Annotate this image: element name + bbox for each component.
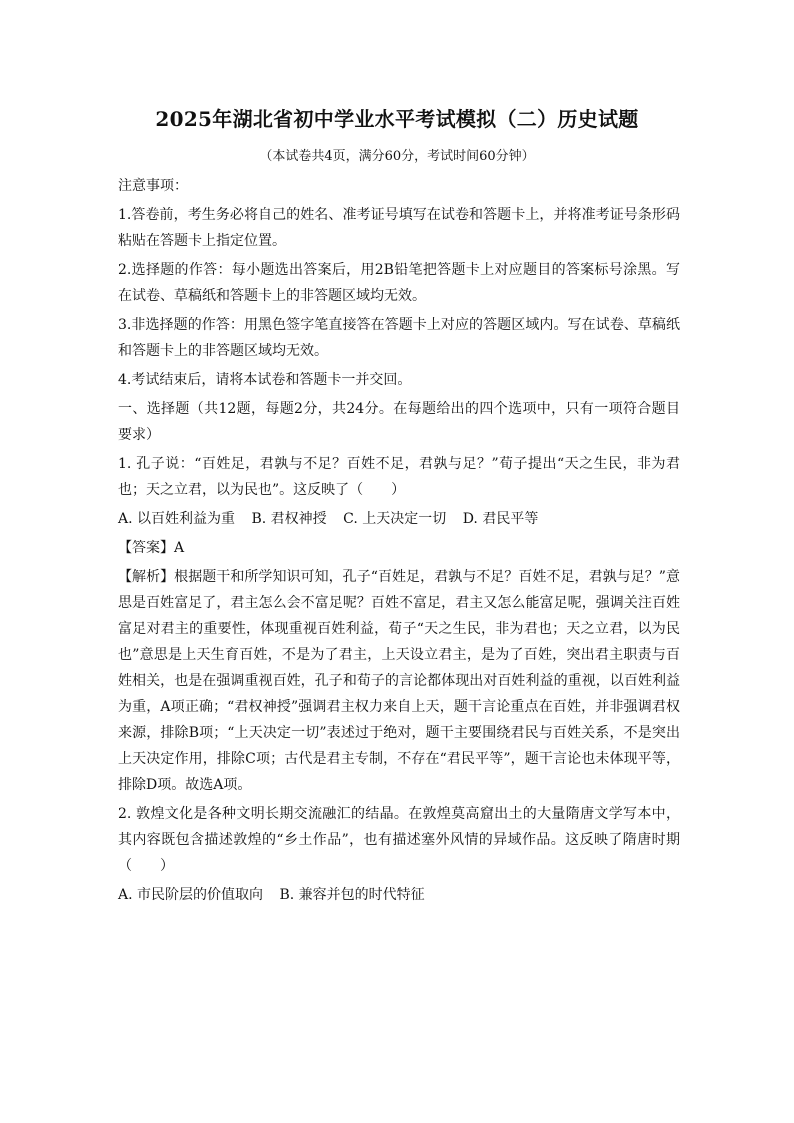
page-title: 2025年湖北省初中学业水平考试模拟（二）历史试题 xyxy=(155,107,639,131)
exam-info: （本试卷共4页，满分60分，考试时间60分钟） xyxy=(259,149,535,164)
question-2-stem: 2. 敦煌文化是各种文明长期交流融汇的结晶。在敦煌莫高窟出土的大量隋唐文学写本中，其内容既包含描述敦煌的“乡土作品”，也有描述塞外风情的异域作品。这反映了隋唐时期（ ） xyxy=(118,806,680,874)
note-item-3: 3.非选择题的作答：用黑色签字笔直接答在答题卡上对应的答题区域内。写在试卷、草稿纸和答题卡上的非答题区域均无效。 xyxy=(118,317,680,359)
analysis-text: 根据题干和所学知识可知，孔子“百姓足，君孰与不足？百姓不足，君孰与足？”意思是百姓富足了，君主怎么会不富足呢？百姓不富足，君主又怎么能富足呢，强调关注百姓富足对君主的重要性，体现重视百姓利益，荀子“天之生民，非为君也；天之立君，以为民也”意思是上天生育百姓，不是为了君主，上天设立君主，是为了百姓，突出君主职责与百姓相关，也是在强调重视百姓，孔子和荀子的言论都体现出对百姓利益的重视，以百姓利益为重，A项正确；“君权神授”强调君主权力来自上天，题干言论重点在百姓，并非强调君权来源，排除B项；“上天决定一切”表述过于绝对，题干主要围绕君民与百姓关系，不是突出上天决定作用，排除C项；古代是君主专制，不存在“君民平等”，题干言论也未体现平等，排除D项。故选A项。 xyxy=(118,569,681,793)
q1-option-d: D. 君民平等 xyxy=(462,511,539,527)
question-2-options xyxy=(118,882,680,908)
question-1-analysis xyxy=(118,564,680,798)
q1-option-a: A. 以百姓利益为重 xyxy=(118,511,236,527)
q2-option-a: A. 市民阶层的价值取向 xyxy=(118,887,264,903)
note-item-1: 1.答卷前，考生务必将自己的姓名、准考证号填写在试卷和答题卡上，并将准考证号条形码粘贴在答题卡上指定位置。 xyxy=(118,207,680,249)
question-1-answer: 【答案】A xyxy=(118,540,185,556)
question-1-stem: 1. 孔子说：“百姓足，君孰与不足？百姓不足，君孰与足？”荀子提出“天之生民，非为君也；天之立君，以为民也”。这反映了（ ） xyxy=(118,456,680,498)
q1-option-b: B. 君权神授 xyxy=(251,511,327,527)
q1-option-c: C. 上天决定一切 xyxy=(343,511,447,527)
exam-body xyxy=(118,173,680,911)
q2-option-b: B. 兼容并包的时代特征 xyxy=(279,887,425,903)
notes-heading: 注意事项： xyxy=(118,178,188,194)
question-1-options xyxy=(118,506,680,532)
analysis-label: 【解析】 xyxy=(118,569,175,585)
note-item-4: 4.考试结束后，请将本试卷和答题卡一并交回。 xyxy=(118,372,412,388)
note-item-2: 2.选择题的作答：每小题选出答案后，用2B铅笔把答题卡上对应题目的答案标号涂黑。写在试卷、草稿纸和答题卡上的非答题区域均无效。 xyxy=(118,262,680,304)
section-heading: 一、选择题（共12题，每题2分，共24分。在每题给出的四个选项中，只有一项符合题目要求） xyxy=(118,401,680,443)
